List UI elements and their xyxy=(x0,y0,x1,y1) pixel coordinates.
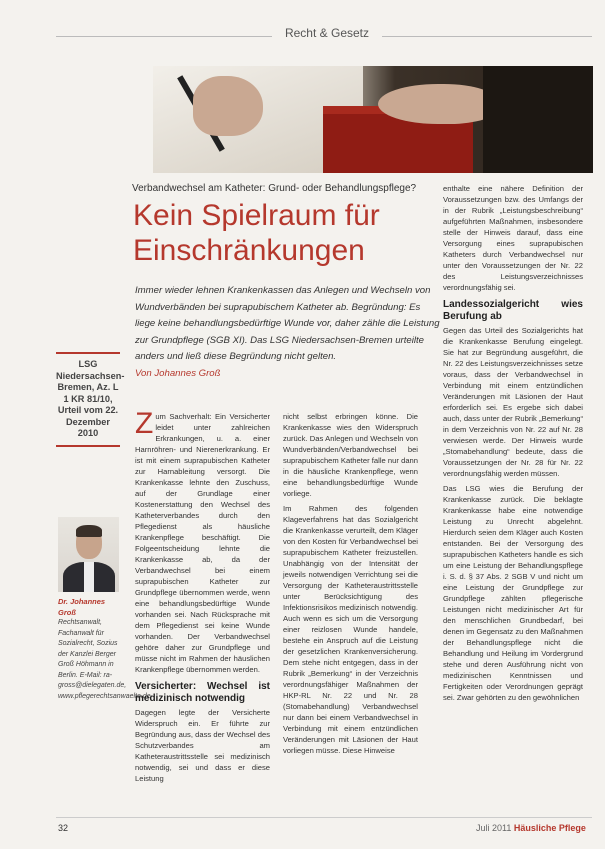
magazine-name: Häusliche Pflege xyxy=(513,823,586,833)
footer-rule xyxy=(56,817,592,818)
lead-text: Immer wieder lehnen Krankenkassen das Anlegen und Wechseln von Wundverbänden bei suprapubischem Katheter ab. Begründung: Es liege keine behandlungsbedürftige Wunde vor, daher zähle die Leistung zur Grundpflege (SGB XI). Das LSG Niedersachsen-Bremen urteilte anders und ließ diese Begründung nicht gelten. xyxy=(135,285,440,362)
body-column-1 xyxy=(135,407,270,784)
body-paragraph: Dagegen legte der Versicherte Widerspruch ein. Er führte zur Begründung aus, dass der Wechsel des Schutzverbandes am Katheteraustrittsstelle sei medizinisch notwendig, sei und dass er diese Leistung xyxy=(135,708,270,783)
photo-sleeve xyxy=(483,66,593,173)
section-rule-right xyxy=(382,36,592,37)
body-paragraph: Im Rahmen des folgenden Klageverfahrens hat das Sozialgericht die Krankenkasse verurteilt, dem Kläger von den Kosten für Verbandwechsel bei suprapubischem Katheter freizustellen. Unabhängig von der Intensität der jeweils notwendigen Verrichtung sei die Versorgung der Katheteraustrittsstelle unter Berücksichtigung des Infektionsrisikos medizinisch notwendig. Auch wenn es sich um die Versorgung einer reizlosen Wunde handele, bestehe ein Anspruch auf die Leistung der gesetzlichen Krankenversicherung. Dem stehe nicht entgegen, dass in der Rubrik „Bemerkung“ in der Verzeichnis verordnungsfähiger Maßnahmen der HKP-RL Nr. 22 und Nr. 28 (Stomabehandlung) Verbandwechsel nur dann bei einem Verbandwechsel in Verbindung mit einem entzündlichen Veränderungen mit Läsionen der Haut vorliegen müsse. Diese Hinweise xyxy=(283,504,418,755)
header-photo xyxy=(153,66,593,173)
byline: Von Johannes Groß xyxy=(135,367,221,379)
body-paragraph: Gegen das Urteil des Sozialgerichts hat die Krankenkasse Berufung eingelegt. Sie hat zur Begründung ausgeführt, die Nr. 22 des Leistungsverzeichnisses setze voraus, dass der Verbandwechsel in Verbindung mit einem entzündlichen Veränderungen mit Läsionen der Haut erforderlich sei. Es ergebe sich dabei auch, dass unter der Rubrik „Bemerkung“ in dem Verzeichnis von Nr. 22 auf Nr. 28 verwiesen werde. Der Hinweis wurde „Stomabehandlung“ bedeute, dass die Voraussetzungen der Nr. 28 für Nr. 22 verordnungsfähig werden müssen. xyxy=(443,326,583,478)
section-rule-left xyxy=(56,36,272,37)
case-reference: LSG Niedersachsen-Bremen, Az. L 1 KR 81/10, Urteil vom 22. Dezember 2010 xyxy=(56,359,125,438)
author-name: Dr. Johannes Groß xyxy=(58,597,106,617)
body-paragraph: Das LSG wies die Berufung der Krankenkasse zurück. Die beklagte Krankenkasse habe eine notwendige Leistung zu Unrecht abgelehnt. Hierdurch seien dem Kläger auch Kosten entstanden. Bei der Versorgung des suprapubischen Katheters handle es sich um eine Leistung der Behandlungspflege i. S. d. § 37 Abs. 2 SGB V und nicht um eine Leistung der Grundpflege zur Grundpflege zählten pflegerische Leistungen nicht medizinischer Art für den menschlichen Grundbedarf, bei denen im Gegensatz zu den Maßnahmen der Behandlungspflege nicht die Behandlung und Heilung im Vordergrund stehe und deren Ausführung nicht von medizinischen Kenntnissen und Fertigkeiten oder Verordnungen geprägt sei. Zwar gehörten zu den gewöhnlichen xyxy=(443,484,583,702)
photo-writing-hand xyxy=(193,76,263,136)
issue-date: Juli 2011 xyxy=(476,823,512,833)
footer-issue xyxy=(476,823,586,833)
subheading: Versicherter: Wechsel ist medizinisch notwendig xyxy=(135,681,270,704)
body-paragraph: um Sachverhalt: Ein Versicherter leidet unter zahlreichen Erkrankungen, u. a. einer Harnröhren- und Nierenerkrankung. Er ist mit einem suprapubischen Katheter zur Harnableitung versorgt. Die Krankenkasse lehnte den Zuschuss, auf der Grundlage einer Kostenerstattung den Wechsel des Katheterverbandes durch den Pflegedienst als häusliche Krankenpflege beschäftigt. Die Folgeentscheidung lehnte die Krankenkasse ab, da der Verbandwechsel bei einem suprapubischen Katheter zur Grundpflege übernommen werde, wenn eine behandlungsbedürftige Wunde vorhanden sei. Nach Rücksprache mit dem Pflegedienst sei keine Wunde vorhanden. Der Verbandwechsel gehöre daher zur Grundpflege und müsse nicht im Rahmen der häuslichen Krankenpflege übernommen werden. xyxy=(135,412,270,674)
drop-cap: Z xyxy=(135,407,154,440)
portrait-shirt xyxy=(84,562,94,592)
photo-resting-hand xyxy=(378,84,498,124)
article-title: Kein Spielraum für Einschränkungen xyxy=(133,199,380,267)
article-lead xyxy=(135,283,441,382)
page-number: 32 xyxy=(58,823,69,833)
body-column-3 xyxy=(443,183,583,703)
case-reference-box xyxy=(56,352,125,447)
section-label: Recht & Gesetz xyxy=(272,26,382,40)
subheading: Landessozialgericht wies Berufung ab xyxy=(443,299,583,322)
portrait-hair xyxy=(76,525,102,537)
author-bio xyxy=(58,597,151,702)
author-portrait xyxy=(58,517,119,592)
author-bio-text: Rechtsanwalt, Fachanwalt für Sozialrecht, Sozius der Kanzlei Berger Groß Höhmann in Berlin. E-Mail: ra-gross@dielegaten.de, www.pflegerechtsanwaelte.de xyxy=(58,619,151,700)
article-kicker: Verbandwechsel am Katheter: Grund- oder Behandlungspflege? xyxy=(132,183,417,194)
body-paragraph: nicht selbst erbringen könne. Die Krankenkasse wies den Widerspruch zurück. Das Anlegen und Wechseln von Wundverbänden/Verbandwechsel bei suprapubischem Katheter falle nur dann in die häusliche Krankenpflege, wenn eine behandlungsbedürftige Wunde vorliege. xyxy=(283,412,418,498)
body-paragraph: enthalte eine nähere Definition der Voraussetzungen bzw. des Umfangs der in der Rubrik „Leistungsbeschreibung“ aufgeführten Maßnahmen, insbesondere stelle der Hinweis darauf, dass eine Versorgung eines suprapubischen Katheters durch Verbandwechsel nur unter den Voraussetzungen der Nr. 22 des Leistungsverzeichnisses verordnungsfähig sei. xyxy=(443,184,583,292)
body-column-2 xyxy=(283,411,418,756)
